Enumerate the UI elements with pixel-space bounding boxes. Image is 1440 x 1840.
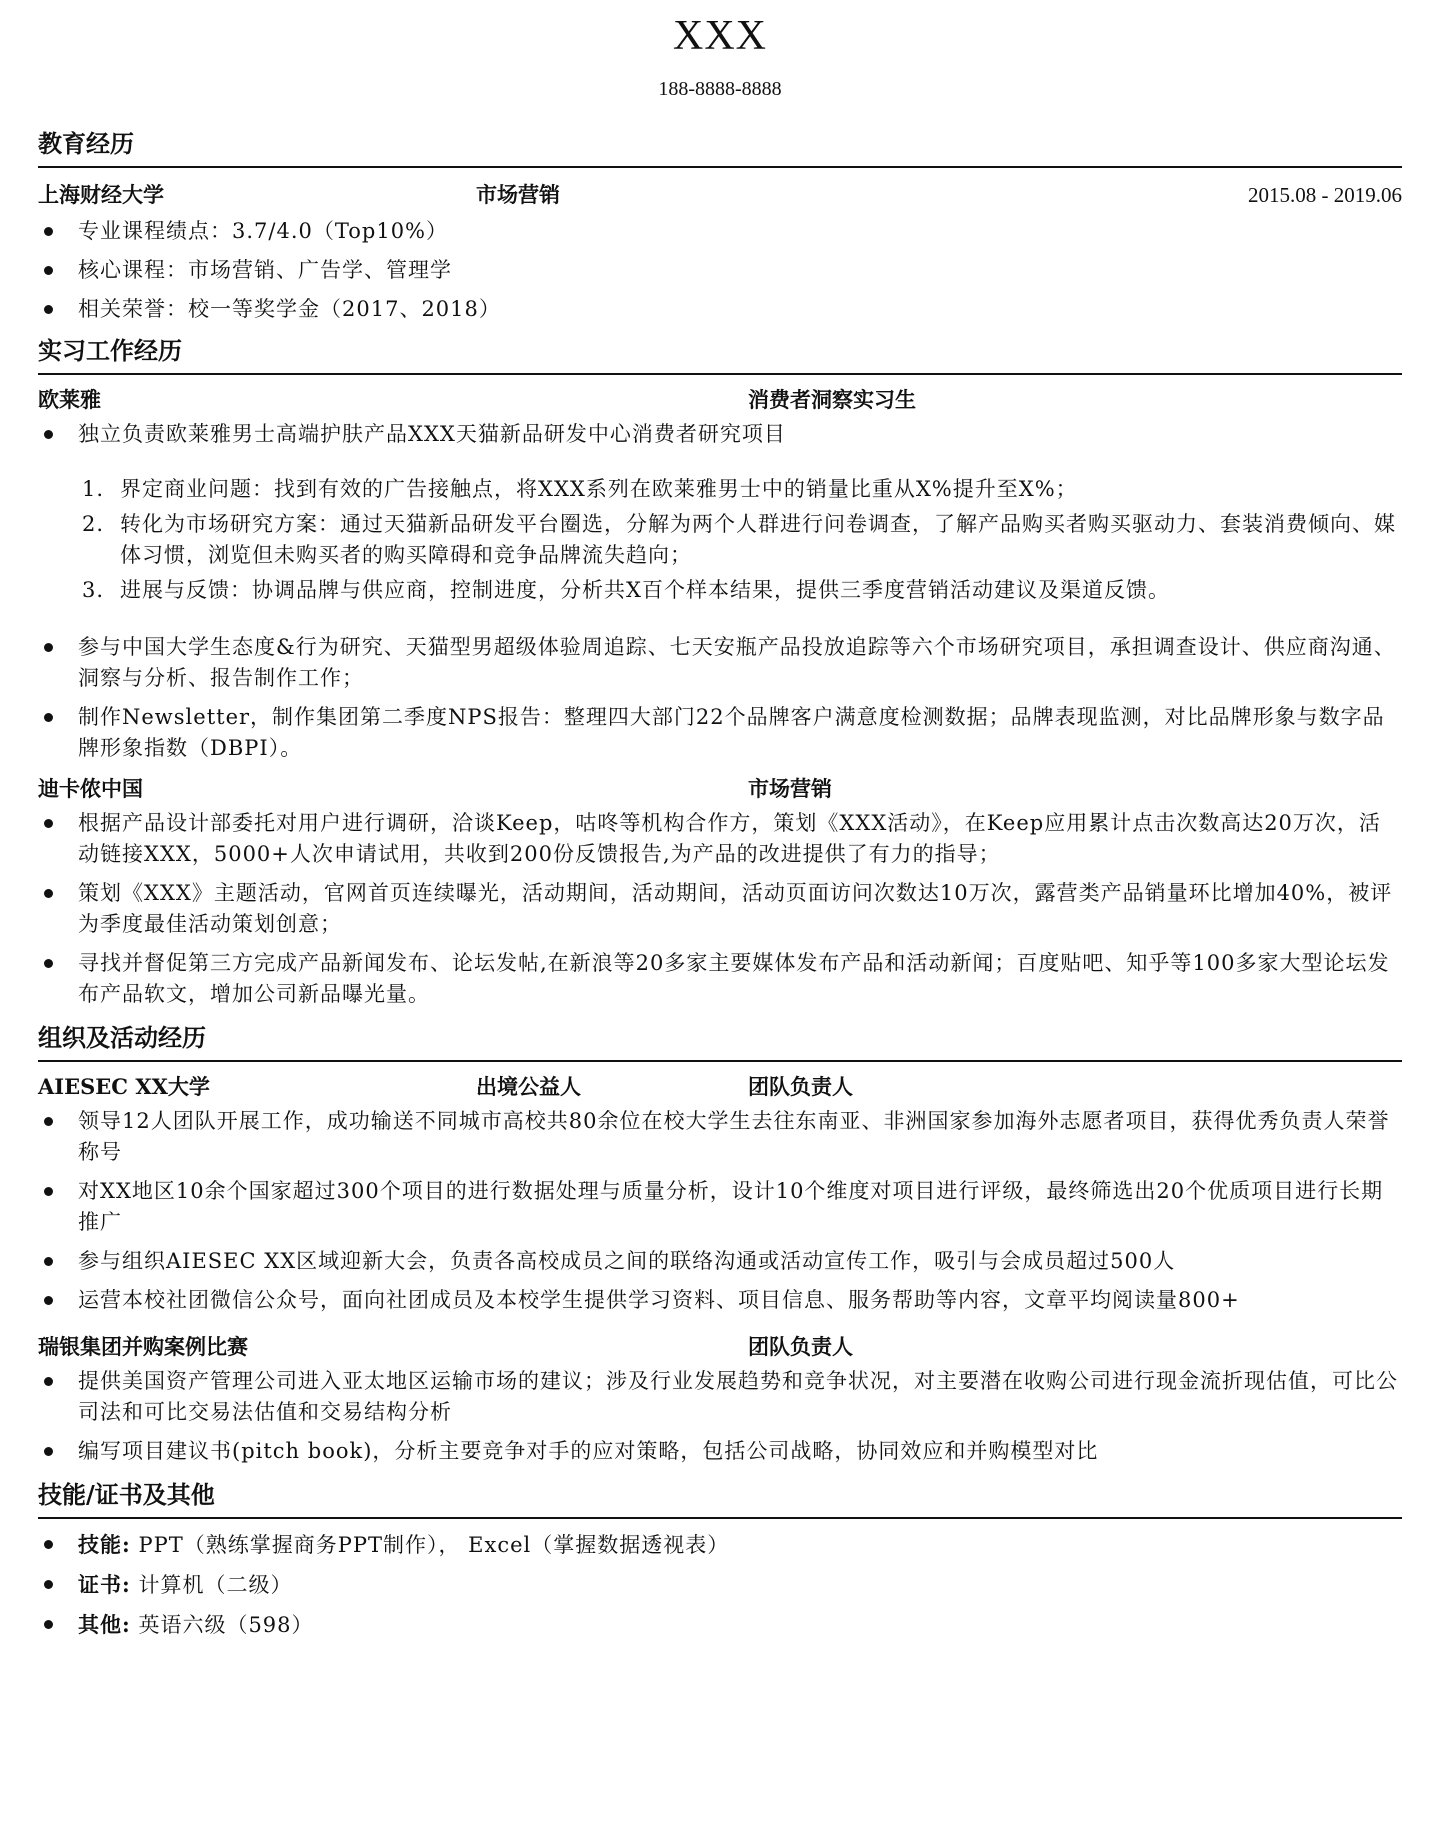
skill-label: 其他: [78, 1612, 131, 1637]
activities-section [38, 1022, 1402, 1467]
step-number: 3. [82, 578, 105, 602]
school-name: 上海财经大学 [38, 182, 164, 207]
job1-list [38, 632, 1402, 764]
skill-text: 英语六级（598） [130, 1613, 314, 1637]
company-name: 欧莱雅 [38, 387, 101, 412]
org-name: AIESEC XX大学 [38, 1074, 210, 1099]
org-row-aiesec [38, 1072, 1402, 1102]
org-role: 团队负责人 [748, 1074, 853, 1099]
list-item: 参与组织AIESEC XX区域迎新大会，负责各高校成员之间的联络沟通或活动宣传工作，吸引与会成员超过500人 [38, 1246, 1402, 1277]
skills-list [38, 1529, 1402, 1641]
step-number: 2. [82, 512, 105, 536]
list-item: 编写项目建议书(pitch book)，分析主要竞争对手的应对策略，包括公司战略，协同效应和并购模型对比 [38, 1436, 1402, 1467]
list-item: 提供美国资产管理公司进入亚太地区运输市场的建议；涉及行业发展趋势和竞争状况，对主要潜在收购公司进行现金流折现估值，可比公司法和可比交易法估值和交易结构分析 [38, 1366, 1402, 1428]
education-row [38, 180, 1402, 210]
skill-text: 计算机（二级） [130, 1573, 293, 1597]
list-item: 运营本校社团微信公众号，面向社团成员及本校学生提供学习资料、项目信息、服务帮助等内容，文章平均阅读量800+ [38, 1285, 1402, 1316]
list-item: 专业课程绩点：3.7/4.0（Top10%） [38, 216, 1402, 247]
education-list [38, 216, 1402, 325]
phone-number: 188-8888-8888 [658, 78, 782, 100]
major: 市场营销 [476, 182, 560, 207]
list-item: 独立负责欧莱雅男士高端护肤产品XXX天猫新品研发中心消费者研究项目 [38, 419, 1402, 450]
org-role: 团队负责人 [748, 1334, 853, 1359]
list-item: 领导12人团队开展工作，成功输送不同城市高校共80余位在校大学生去往东南亚、非洲国家参加海外志愿者项目，获得优秀负责人荣誉称号 [38, 1106, 1402, 1168]
org-name: 瑞银集团并购案例比赛 [38, 1334, 248, 1359]
education-dates: 2015.08 - 2019.06 [1248, 183, 1402, 207]
job1-steps [38, 474, 1402, 606]
education-section [38, 128, 1402, 325]
job-row-loreal [38, 385, 1402, 415]
skill-text: PPT（熟练掌握商务PPT制作）， Excel（掌握数据透视表） [130, 1533, 730, 1557]
org2-list [38, 1366, 1402, 1467]
list-item: 相关荣誉：校一等奖学金（2017、2018） [38, 294, 1402, 325]
skill-label: 证书: [78, 1572, 131, 1597]
job-role: 市场营销 [748, 776, 832, 801]
org-role: 出境公益人 [476, 1074, 581, 1099]
step-text: 进展与反馈：协调品牌与供应商，控制进度，分析共X百个样本结果，提供三季度营销活动建议及渠道反馈。 [120, 578, 1170, 602]
step-item [38, 509, 1402, 571]
list-item: 寻找并督促第三方完成产品新闻发布、论坛发帖,在新浪等20多家主要媒体发布产品和活动新闻；百度贴吧、知乎等100多家大型论坛发布产品软文，增加公司新品曝光量。 [38, 948, 1402, 1010]
internship-section [38, 335, 1402, 1010]
step-text: 转化为市场研究方案：通过天猫新品研发平台圈选，分解为两个人群进行问卷调查，了解产品购买者购买驱动力、套装消费倾向、媒体习惯，浏览但未购买者的购买障碍和竞争品牌流失趋向； [120, 512, 1396, 567]
job1-lead-list [38, 419, 1402, 450]
activities-heading: 组织及活动经历 [38, 1022, 1402, 1062]
job-row-decathlon [38, 774, 1402, 804]
list-item: 制作Newsletter，制作集团第二季度NPS报告：整理四大部门22个品牌客户满意度检测数据；品牌表现监测，对比品牌形象与数字品牌形象指数（DBPI）。 [38, 702, 1402, 764]
org1-list [38, 1106, 1402, 1316]
job-role: 消费者洞察实习生 [748, 387, 916, 412]
step-item [38, 474, 1402, 505]
step-text: 界定商业问题：找到有效的广告接触点，将XXX系列在欧莱雅男士中的销量比重从X%提升至X%； [120, 477, 1078, 501]
skill-label: 技能: [78, 1532, 131, 1557]
org-row-ubs [38, 1332, 1402, 1362]
internship-heading: 实习工作经历 [38, 335, 1402, 375]
other-item [38, 1609, 1402, 1641]
skills-heading: 技能/证书及其他 [38, 1479, 1402, 1519]
certificate-item [38, 1569, 1402, 1601]
list-item: 参与中国大学生态度&行为研究、天猫型男超级体验周追踪、七天安瓶产品投放追踪等六个市场研究项目，承担调查设计、供应商沟通、洞察与分析、报告制作工作； [38, 632, 1402, 694]
education-heading: 教育经历 [38, 128, 1402, 168]
job2-list [38, 808, 1402, 1010]
company-name: 迪卡侬中国 [38, 776, 143, 801]
list-item: 核心课程：市场营销、广告学、管理学 [38, 255, 1402, 286]
skill-item [38, 1529, 1402, 1561]
list-item: 根据产品设计部委托对用户进行调研，洽谈Keep，咕咚等机构合作方，策划《XXX活动》，在Keep应用累计点击次数高达20万次，活动链接XXX，5000+人次申请试用，共收到200份反馈报告,为产品的改进提供了有力的指导； [38, 808, 1402, 870]
step-number: 1. [82, 477, 105, 501]
list-item: 对XX地区10余个国家超过300个项目的进行数据处理与质量分析，设计10个维度对项目进行评级，最终筛选出20个优质项目进行长期推广 [38, 1176, 1402, 1238]
step-item [38, 575, 1402, 606]
candidate-name: XXX [673, 13, 767, 59]
skills-section [38, 1479, 1402, 1641]
list-item: 策划《XXX》主题活动，官网首页连续曝光，活动期间，活动期间，活动页面访问次数达10万次，露营类产品销量环比增加40%，被评为季度最佳活动策划创意； [38, 878, 1402, 940]
